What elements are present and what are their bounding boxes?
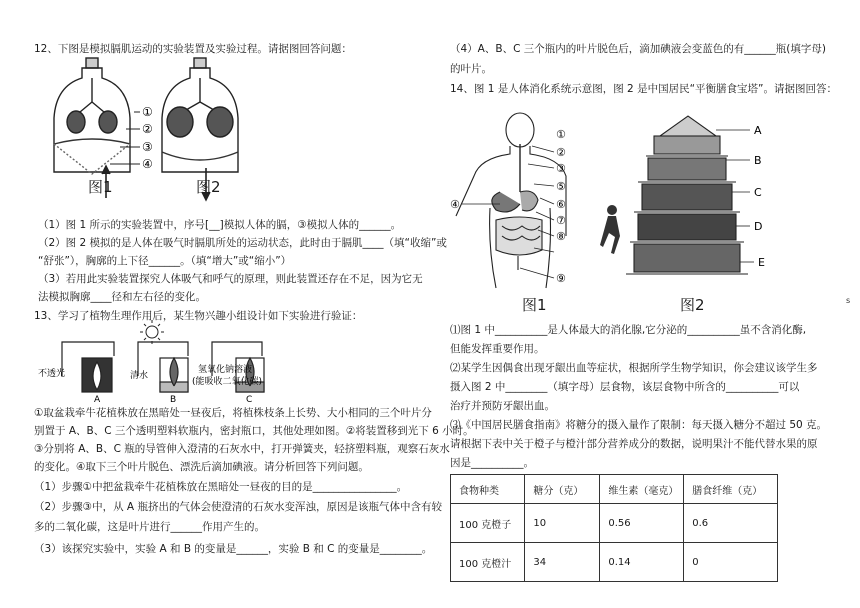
q14-sub3: ⑶《中国居民膳食指南》将糖分的摄入量作了限制：每天摄入糖分不超过 50 克。 bbox=[450, 419, 828, 431]
label-1: ① bbox=[142, 105, 153, 119]
label-3: ③ bbox=[142, 140, 153, 154]
table-header-row bbox=[451, 475, 778, 504]
jar-a bbox=[82, 358, 112, 392]
q14-sub2: ⑵某学生因偶食出现牙龈出血等症状，根据所学生物学知识，你会建议该学生多 bbox=[450, 362, 818, 374]
q12-sub3-cont: 法模拟胸廓____径和左右径的变化。 bbox=[38, 291, 206, 303]
cell-fiber: 0 bbox=[684, 543, 778, 582]
figure-2-caption-right: 图2 bbox=[680, 296, 705, 314]
cell-sugar: 10 bbox=[525, 504, 600, 543]
opaque-label: 不透光 bbox=[38, 369, 66, 379]
q13-procedure-1: ①取盆栽牵牛花植株放在黑暗处一昼夜后，将植株枝条上长势、大小相同的三个叶片分 bbox=[34, 407, 432, 419]
question-14-title: 14、图 1 是人体消化系统示意图，图 2 是中国居民“平衡膳食宝塔”。请据图回答： bbox=[450, 83, 837, 95]
organ-label-4: ④ bbox=[450, 198, 460, 211]
digestive-system-figure bbox=[450, 108, 600, 293]
cell-food: 100 克橙汁 bbox=[451, 543, 525, 582]
jar-label-a: A bbox=[94, 395, 101, 405]
clear-water-label: 清水 bbox=[130, 371, 149, 381]
organ-label-9: ⑨ bbox=[556, 272, 566, 285]
organ-label-2: ② bbox=[556, 146, 566, 159]
jar-label-c: C bbox=[246, 395, 253, 405]
organ-label-7: ⑦ bbox=[556, 214, 566, 227]
q13-sub3: （3）该探究实验中，实验 A 和 B 的变量是______，实验 B 和 C 的变量是________。 bbox=[34, 543, 433, 555]
pagoda-label-c: C bbox=[754, 186, 762, 199]
figure-2-caption: 图2 bbox=[196, 178, 221, 196]
q13-sub1: （1）步骤①中把盆栽牵牛花植株放在黑暗处一昼夜的目的是________________。 bbox=[34, 481, 408, 493]
figure-1-caption: 图1 bbox=[88, 178, 113, 196]
header-food: 食物种类 bbox=[451, 475, 525, 504]
q13-procedure-4: 的变化。④取下三个叶片脱色、漂洗后滴加碘液。请分析回答下列问题。 bbox=[34, 461, 369, 473]
cell-vitamin: 0.14 bbox=[600, 543, 684, 582]
q14-sub2-cont2: 治疗并预防牙龈出血。 bbox=[450, 400, 555, 412]
naoh-note: (能吸收二氧化碳) bbox=[192, 377, 263, 387]
nutrition-table bbox=[450, 474, 778, 582]
q13-procedure-2: 别置于 A、B、C 三个透明塑料软瓶内，密封瓶口，其他处理如图。②将装置移到光下 6 小时。 bbox=[34, 425, 474, 437]
header-vitamin: 维生素（毫克） bbox=[600, 475, 684, 504]
jar-b bbox=[160, 358, 188, 392]
cell-vitamin: 0.56 bbox=[600, 504, 684, 543]
organ-label-8: ⑧ bbox=[556, 230, 566, 243]
table-row bbox=[451, 543, 778, 582]
cell-food: 100 克橙子 bbox=[451, 504, 525, 543]
plant-jar-experiment-figure bbox=[38, 320, 302, 405]
q14-sub1: ⑴图 1 中__________是人体最大的消化腺,它分泌的__________虽不含消化酶, bbox=[450, 324, 807, 336]
jar-label-b: B bbox=[170, 395, 177, 405]
header-sugar: 糖分（克） bbox=[525, 475, 600, 504]
organ-label-5: ⑤ bbox=[556, 180, 566, 193]
q13-sub2: （2）步骤③中，从 A 瓶挤出的气体会使澄清的石灰水变浑浊，原因是该瓶气体中含有较 bbox=[34, 501, 442, 513]
cell-fiber: 0.6 bbox=[684, 504, 778, 543]
pagoda-label-e: E bbox=[758, 256, 765, 269]
q14-sub2-cont: 摄入图 2 中________（填字母）层食物，该层食物中所含的__________可以 bbox=[450, 381, 800, 393]
balanced-diet-pagoda-figure bbox=[590, 108, 800, 288]
label-4: ④ bbox=[142, 157, 153, 171]
q12-sub1: （1）图 1 所示的实验装置中，序号[__]模拟人体的膈，③模拟人体的______。 bbox=[38, 219, 402, 231]
question-12-title: 12、下图是模拟膈肌运动的实验装置及实验过程。请据图回答问题： bbox=[34, 43, 352, 55]
q13-procedure-3: ③分别将 A、B、C 瓶的导管伸入澄清的石灰水中，打开弹簧夹，轻挤塑料瓶，观察石灰水 bbox=[34, 443, 450, 455]
page-edge-mark: s bbox=[846, 296, 851, 305]
q12-sub2: （2）图 2 模拟的是人体在吸气时膈肌所处的运动状态，此时由于膈肌____（填“收缩”或 bbox=[38, 237, 447, 249]
q13-sub4: （4）A、B、C 三个瓶内的叶片脱色后，滴加碘液会变蓝色的有______瓶(填字母) bbox=[450, 43, 826, 55]
runner-icon bbox=[600, 205, 620, 254]
organ-label-3: ③ bbox=[556, 162, 566, 175]
pagoda-label-b: B bbox=[754, 154, 762, 167]
cell-sugar: 34 bbox=[525, 543, 600, 582]
table-row bbox=[451, 504, 778, 543]
figure-1-caption-right: 图1 bbox=[522, 296, 547, 314]
pagoda-label-a: A bbox=[754, 124, 762, 137]
sun-icon bbox=[140, 320, 164, 344]
pagoda-label-d: D bbox=[754, 220, 763, 233]
organ-label-6: ⑥ bbox=[556, 198, 566, 211]
organ-label-1: ① bbox=[556, 128, 566, 141]
q13-sub2-cont: 多的二氧化碳，这是叶片进行______作用产生的。 bbox=[34, 521, 265, 533]
q12-sub2-cont: “舒张”），胸廓的上下径______。（填“增大”或“缩小”） bbox=[38, 255, 292, 267]
header-fiber: 膳食纤维（克） bbox=[684, 475, 778, 504]
q14-sub3-cont2: 因是__________。 bbox=[450, 457, 534, 469]
q14-sub1-cont: 但能发挥重要作用。 bbox=[450, 343, 545, 355]
q14-sub3-cont: 请根据下表中关于橙子与橙汁部分营养成分的数据，说明果汁不能代替水果的原 bbox=[450, 438, 818, 450]
q13-sub4-cont: 的叶片。 bbox=[450, 63, 492, 75]
label-2: ② bbox=[142, 122, 153, 136]
naoh-label: 氢氧化钠溶液 bbox=[198, 365, 253, 375]
question-13-title: 13、学习了植物生理作用后，某生物兴趣小组设计如下实验进行验证： bbox=[34, 310, 363, 322]
q12-sub3: （3）若用此实验装置探究人体吸气和呼气的原理，则此装置还存在不足，因为它无 bbox=[38, 273, 423, 285]
